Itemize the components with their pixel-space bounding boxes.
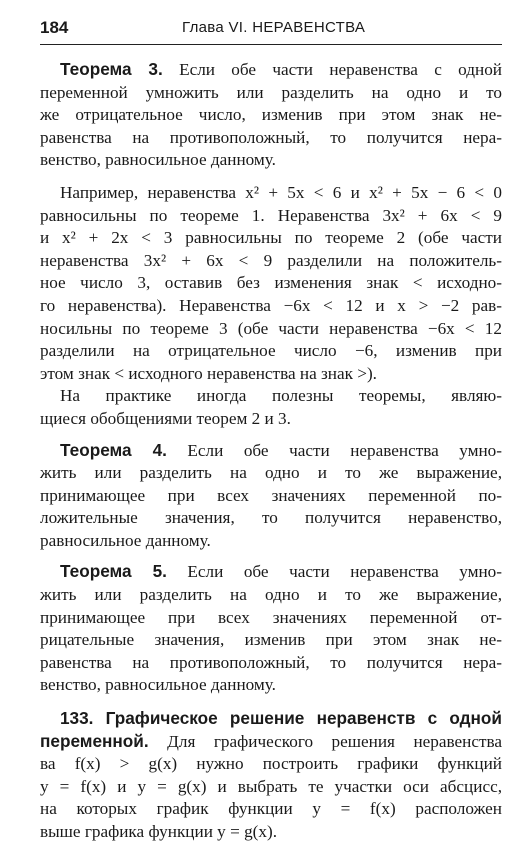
section-133-line-5: на которых график функции y = f(x) расположен xyxy=(40,799,502,819)
example-line-1-text: Например, неравенства x² + 5x < 6 и x² + 5x − 6 < 0 xyxy=(60,182,502,202)
example-line-7: носильны по теореме 3 (обе части неравенства −6x < 12 xyxy=(40,318,502,338)
example-line-6: го неравенства). Неравенства −6x < 12 и x > −2 рав- xyxy=(40,295,502,315)
example-line-4: неравенства 3x² + 6x < 9 разделили на положитель- xyxy=(40,250,502,270)
section-133-heading-cont: переменной. xyxy=(40,730,149,751)
section-133-heading-text: 133. Графическое решение неравенств с одной xyxy=(60,708,502,729)
theorem-5-line-3: принимающее при всех значениях переменной от- xyxy=(40,607,502,627)
text-line xyxy=(40,58,502,82)
theorem-3-line-2: переменной умножить или разделить на одно и то xyxy=(40,82,502,102)
theorem-5-line-2: жить или разделить на одно и то же выражение, xyxy=(40,585,502,605)
spacer xyxy=(40,172,502,182)
theorem-4-line-4: ложительные значения, то получится неравенство, xyxy=(40,508,502,528)
spacer xyxy=(40,431,502,439)
example-line-8: разделили на отрицательное число −6, изменив при xyxy=(40,341,502,361)
example-line-9: этом знак < исходного неравенства на знак >). xyxy=(40,363,377,383)
theorem-5-line-1-text: Если обе части неравенства умно- xyxy=(166,562,503,582)
theorem-3-line-4: равенства на противоположный, то получится нера- xyxy=(40,127,502,147)
practice-line-2: щиеся обобщениями теорем 2 и 3. xyxy=(40,408,291,428)
example-line-3: и x² + 2x < 3 равносильны по теореме 2 (обе части xyxy=(40,228,502,248)
page-content xyxy=(40,58,502,844)
theorem-5-line-1 xyxy=(40,560,502,584)
example-line-1 xyxy=(40,182,502,205)
theorem-4-line-1-text: Если обе части неравенства умно- xyxy=(166,440,503,460)
theorem-4-line-1 xyxy=(40,439,502,463)
theorem-3-title: Теорема 3. xyxy=(60,59,163,79)
section-133-heading xyxy=(40,707,502,730)
theorem-4-line-3: принимающее при всех значениях переменной по- xyxy=(40,485,502,505)
section-133-line-6: выше графика функции y = g(x). xyxy=(40,822,277,841)
practice-line-1 xyxy=(40,385,502,408)
theorem-4-title: Теорема 4. xyxy=(60,439,167,460)
example-paragraph xyxy=(40,182,502,385)
theorem-5-line-6: венство, равносильное данному. xyxy=(40,675,276,695)
page-header xyxy=(40,14,502,45)
example-line-2: равносильны по теореме 1. Неравенства 3x² + 6x < 9 xyxy=(40,205,502,225)
practice-line-1-text: На практике иногда полезны теоремы, являю- xyxy=(60,386,502,406)
spacer xyxy=(40,552,502,560)
chapter-title: Глава VI. НЕРАВЕНСТВА xyxy=(182,19,366,36)
section-133-line-2 xyxy=(40,730,502,754)
section-133-line-2-text: Для графического решения неравенства xyxy=(148,731,502,751)
theorem-5 xyxy=(40,560,502,697)
section-133-line-3: ва f(x) > g(x) нужно построить графики функций xyxy=(40,754,502,774)
spacer xyxy=(40,697,502,707)
page-number: 184 xyxy=(40,18,69,37)
theorem-3-line-3: же отрицательное число, изменив при этом знак не- xyxy=(40,105,502,125)
theorem-4-line-2: жить или разделить на одно и то же выражение, xyxy=(40,463,502,483)
section-133-line-4: y = f(x) и y = g(x) и выбрать те участки оси абсцисс, xyxy=(40,776,502,796)
theorem-5-line-4: рицательные значения, изменив при этом знак не- xyxy=(40,630,502,650)
theorem-4-line-5: равносильное данному. xyxy=(40,530,211,550)
theorem-3-line-5: венство, равносильное данному. xyxy=(40,150,276,170)
section-133 xyxy=(40,707,502,844)
theorem-3 xyxy=(40,58,502,172)
theorem-4 xyxy=(40,439,502,553)
theorem-5-line-5: равенства на противоположный, то получится нера- xyxy=(40,652,502,672)
theorem-5-title: Теорема 5. xyxy=(60,561,167,582)
practice-paragraph xyxy=(40,385,502,430)
theorem-3-line-1: Если обе части неравенства с одной xyxy=(162,60,503,79)
example-line-5: ное число 3, оставив без изменения знак < исходно- xyxy=(40,273,502,293)
